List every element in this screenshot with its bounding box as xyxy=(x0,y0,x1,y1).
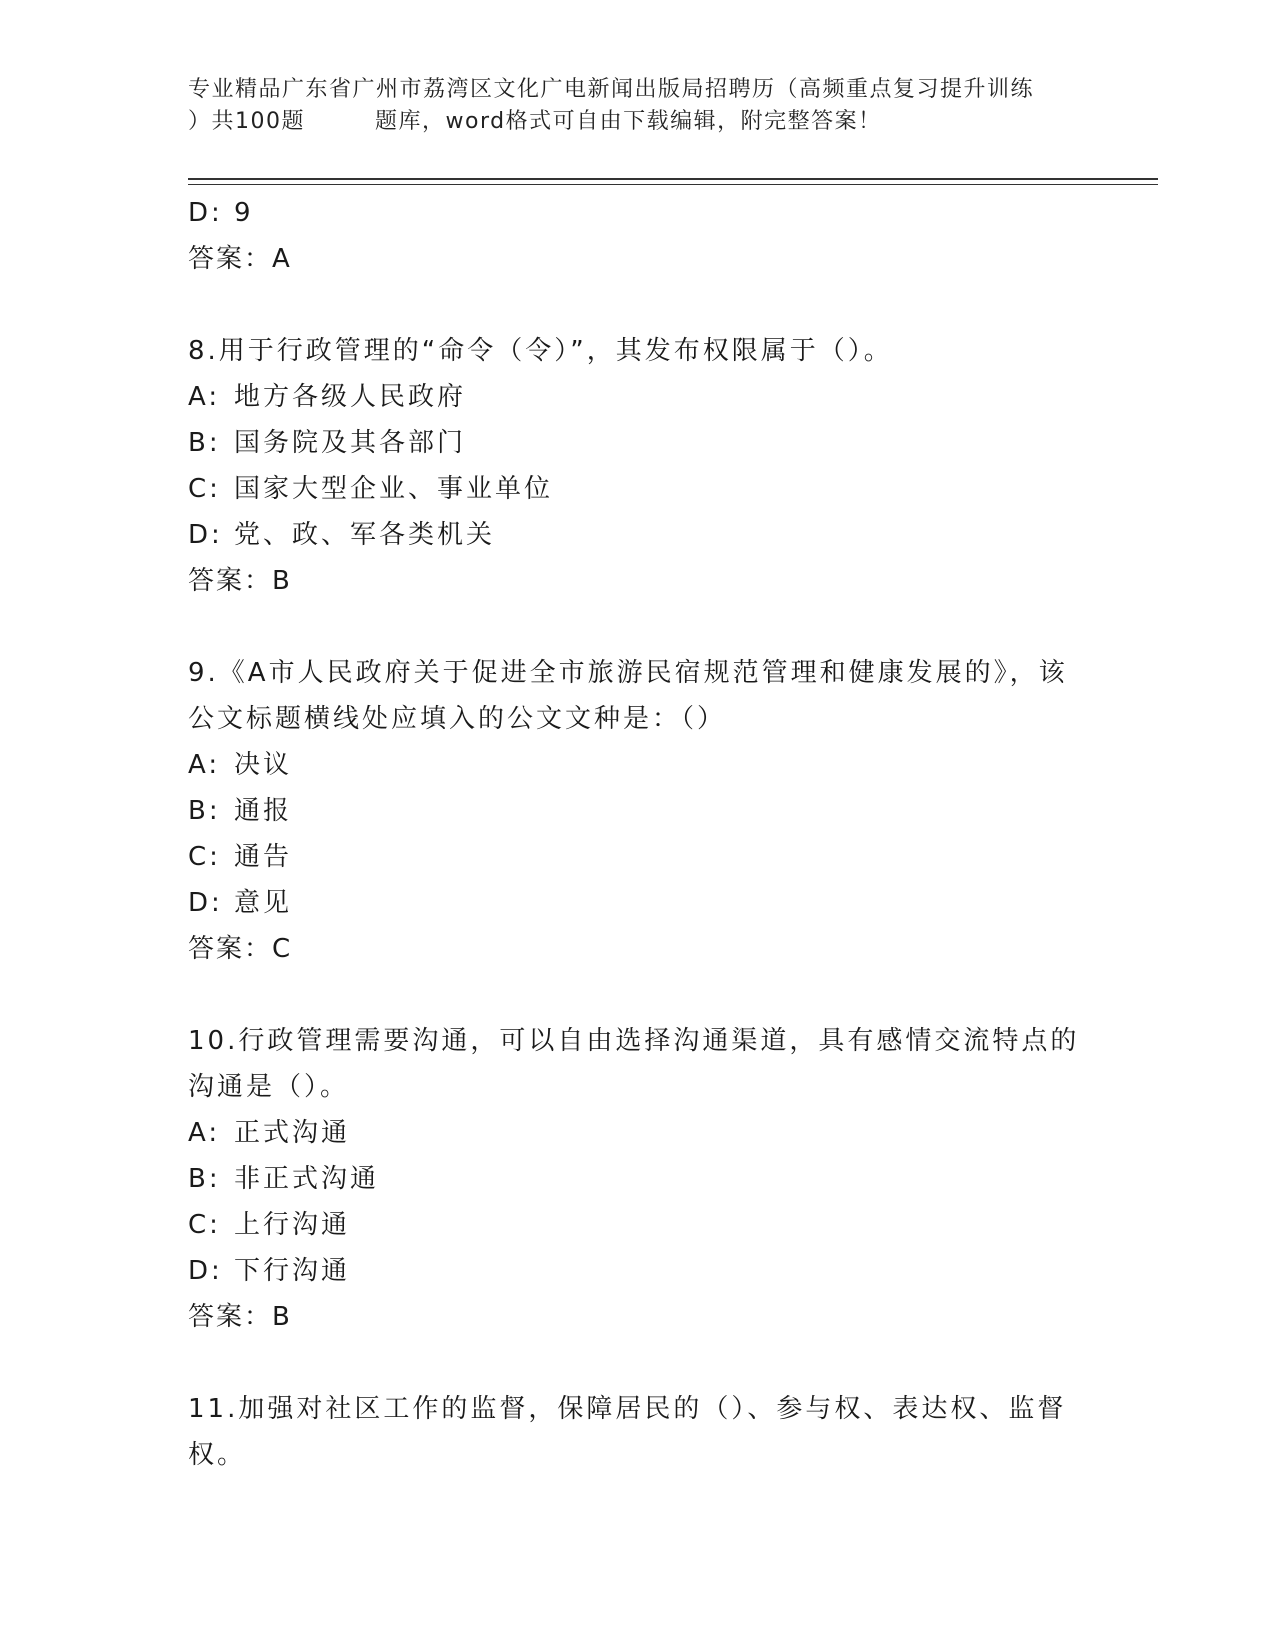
question-list xyxy=(188,190,1088,1478)
option-d: D: 下行沟通 xyxy=(188,1256,351,1286)
question-10 xyxy=(188,1018,1088,1340)
option-b: B: 通报 xyxy=(188,796,293,826)
question-text-line-2: 公文标题横线处应填入的公文文种是：（） xyxy=(188,704,727,734)
answer: 答案：B xyxy=(188,1302,292,1332)
option-c: C: 通告 xyxy=(188,842,293,872)
option-a: A: 正式沟通 xyxy=(188,1118,351,1148)
option-b: B: 国务院及其各部门 xyxy=(188,428,467,458)
answer: 答案：B xyxy=(188,566,292,596)
prev-answer: 答案：A xyxy=(188,244,292,274)
document-header xyxy=(188,74,1088,138)
option-b: B: 非正式沟通 xyxy=(188,1164,380,1194)
question-text-line-1: 11.加强对社区工作的监督，保障居民的（）、参与权、表达权、监督 xyxy=(188,1394,1067,1424)
question-text-line-1: 10.行政管理需要沟通，可以自由选择沟通渠道，具有感情交流特点的 xyxy=(188,1026,1080,1056)
question-9 xyxy=(188,650,1088,972)
header-line-2 xyxy=(188,106,1088,138)
header-line-2-part-2: 题库，word格式可自由下载编辑，附完整答案！ xyxy=(375,109,882,134)
option-c: C: 国家大型企业、事业单位 xyxy=(188,474,554,504)
option-a: A: 决议 xyxy=(188,750,293,780)
question-text-line-2: 沟通是（）。 xyxy=(188,1072,350,1102)
prev-option-d: D: 9 xyxy=(188,198,254,228)
question-8 xyxy=(188,328,1088,604)
option-d: D: 党、政、军各类机关 xyxy=(188,520,496,550)
question-text-line-2: 权。 xyxy=(188,1440,247,1470)
header-line-2-part-1: ）共100题 xyxy=(188,109,305,134)
option-c: C: 上行沟通 xyxy=(188,1210,351,1240)
header-rule-thin xyxy=(188,184,1158,185)
option-d: D: 意见 xyxy=(188,888,293,918)
question-text-line-1: 9.《A市人民政府关于促进全市旅游民宿规范管理和健康发展的》，该 xyxy=(188,658,1068,688)
header-rule-thick xyxy=(188,178,1158,180)
header-line-1: 专业精品广东省广州市荔湾区文化广电新闻出版局招聘历（高频重点复习提升训练 xyxy=(188,77,1035,102)
answer: 答案：C xyxy=(188,934,293,964)
question-11 xyxy=(188,1386,1088,1478)
question-text: 8.用于行政管理的“命令（令）”，其发布权限属于（）。 xyxy=(188,336,893,366)
option-a: A: 地方各级人民政府 xyxy=(188,382,467,412)
